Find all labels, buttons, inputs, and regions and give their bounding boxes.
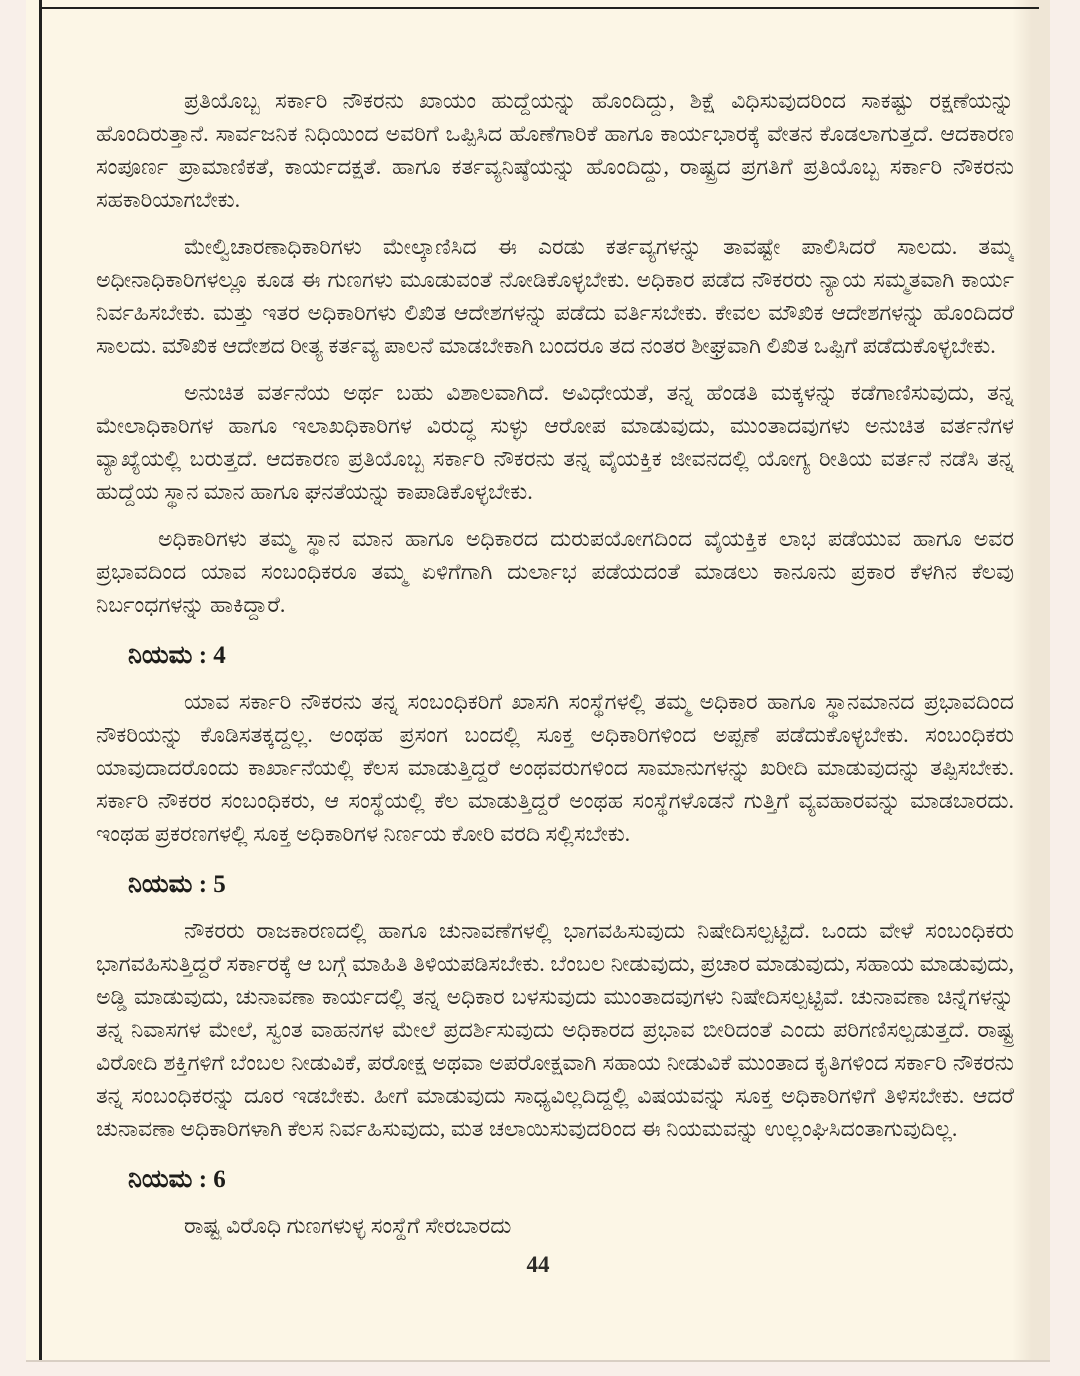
left-border-line: [39, 0, 42, 1360]
scanned-page-paper: [26, 0, 1050, 1362]
paragraph-misconduct: ಅನುಚಿತ ವರ್ತನೆಯ ಅರ್ಥ ಬಹು ವಿಶಾಲವಾಗಿದೆ. ಅವಿಧೇಯತೆ, ತನ್ನ ಹೆಂಡತಿ ಮಕ್ಕಳನ್ನು ಕಡೆಗಾಣಿಸುವುದು, ತನ್ನ ಮೇಲಾಧಿಕಾರಿಗಳ ಹಾಗೂ ಇಲಾಖಧಿಕಾರಿಗಳ ವಿರುದ್ಧ ಸುಳ್ಳು ಆರೋಪ ಮಾಡುವುದು, ಮುಂತಾದವುಗಳು ಅನುಚಿತ ವರ್ತನೆಗಳ ವ್ಯಾಖ್ಯೆಯಲ್ಲಿ ಬರುತ್ತದೆ. ಆದಕಾರಣ ಪ್ರತಿಯೊಬ್ಬ ಸರ್ಕಾರಿ ನೌಕರನು ತನ್ನ ವೈಯಕ್ತಿಕ ಜೀವನದಲ್ಲಿ ಯೋಗ್ಯ ರೀತಿಯ ವರ್ತನೆ ನಡೆಸಿ ತನ್ನ ಹುದ್ದೆಯ ಸ್ಥಾನ ಮಾನ ಹಾಗೂ ಘನತೆಯನ್ನು ಕಾಪಾಡಿಕೊಳ್ಳಬೇಕು.: [96, 380, 1014, 504]
page-content: [96, 84, 1014, 1240]
section-heading-rule-5: ನಿಯಮ : 5: [128, 871, 226, 898]
paragraph-duty-intro: ಪ್ರತಿಯೊಬ್ಬ ಸರ್ಕಾರಿ ನೌಕರನು ಖಾಯಂ ಹುದ್ದೆಯನ್ನು ಹೊಂದಿದ್ದು, ಶಿಕ್ಷೆ ವಿಧಿಸುವುದರಿಂದ ಸಾಕಷ್ಟು ರಕ್ಷಣೆಯನ್ನು ಹೊಂದಿರುತ್ತಾನೆ. ಸಾರ್ವಜನಿಕ ನಿಧಿಯಿಂದ ಅವರಿಗೆ ಒಪ್ಪಿಸಿದ ಹೊಣೆಗಾರಿಕೆ ಹಾಗೂ ಕಾರ್ಯಭಾರಕ್ಕೆ ವೇತನ ಕೊಡಲಾಗುತ್ತದೆ. ಆದಕಾರಣ ಸಂಪೂರ್ಣ ಪ್ರಾಮಾಣಿಕತೆ, ಕಾರ್ಯದಕ್ಷತೆ. ಹಾಗೂ ಕರ್ತವ್ಯನಿಷ್ಠೆಯನ್ನು ಹೊಂದಿದ್ದು, ರಾಷ್ಟ್ರದ ಪ್ರಗತಿಗೆ ಪ್ರತಿಯೊಬ್ಬ ಸರ್ಕಾರಿ ನೌಕರನು ಸಹಕಾರಿಯಾಗಬೇಕು.: [96, 88, 1014, 212]
section-heading-rule-4: ನಿಯಮ : 4: [128, 642, 226, 669]
paragraph-rule-5: ನೌಕರರು ರಾಜಕಾರಣದಲ್ಲಿ ಹಾಗೂ ಚುನಾವಣೆಗಳಲ್ಲಿ ಭಾಗವಹಿಸುವುದು ನಿಷೇದಿಸಲ್ಪಟ್ಟಿದೆ. ಒಂದು ವೇಳೆ ಸಂಬಂಧಿಕರು ಭಾಗವಹಿಸುತ್ತಿದ್ದರೆ ಸರ್ಕಾರಕ್ಕೆ ಆ ಬಗ್ಗೆ ಮಾಹಿತಿ ತಿಳಿಯಪಡಿಸಬೇಕು. ಬೆಂಬಲ ನೀಡುವುದು, ಪ್ರಚಾರ ಮಾಡುವುದು, ಸಹಾಯ ಮಾಡುವುದು, ಅಡ್ಡಿ ಮಾಡುವುದು, ಚುನಾವಣಾ ಕಾರ್ಯದಲ್ಲಿ ತನ್ನ ಅಧಿಕಾರ ಬಳಸುವುದು ಮುಂತಾದವುಗಳು ನಿಷೇದಿಸಲ್ಪಟ್ಟಿವೆ. ಚುನಾವಣಾ ಚಿನ್ನೆಗಳನ್ನು ತನ್ನ ನಿವಾಸಗಳ ಮೇಲೆ, ಸ್ವಂತ ವಾಹನಗಳ ಮೇಲೆ ಪ್ರದರ್ಶಿಸುವುದು ಅಧಿಕಾರದ ಪ್ರಭಾವ ಬೀರಿದಂತೆ ಎಂದು ಪರಿಗಣಿಸಲ್ಪಡುತ್ತದೆ. ರಾಷ್ಟ್ರ ವಿರೋದಿ ಶಕ್ತಿಗಳಿಗೆ ಬೆಂಬಲ ನೀಡುವಿಕೆ, ಪರೋಕ್ಷ ಅಥವಾ ಅಪರೋಕ್ಷವಾಗಿ ಸಹಾಯ ನೀಡುವಿಕೆ ಮುಂತಾದ ಕೃತಿಗಳಿಂದ ಸರ್ಕಾರಿ ನೌಕರನು ತನ್ನ ಸಂಬಂಧಿಕರನ್ನು ದೂರ ಇಡಬೇಕು. ಹೀಗೆ ಮಾಡುವುದು ಸಾಧ್ಯವಿಲ್ಲದಿದ್ದಲ್ಲಿ ವಿಷಯವನ್ನು ಸೂಕ್ತ ಅಧಿಕಾರಿಗಳಿಗೆ ತಿಳಿಸಬೇಕು. ಆದರೆ ಚುನಾವಣಾ ಅಧಿಕಾರಿಗಳಾಗಿ ಕೆಲಸ ನಿರ್ವಹಿಸುವುದು, ಮತ ಚಲಾಯಿಸುವುದರಿಂದ ಈ ನಿಯಮವನ್ನು ಉಲ್ಲಂಘಿಸಿದಂತಾಗುವುದಿಲ್ಲ.: [96, 918, 1014, 1141]
top-border-line: [39, 7, 1039, 9]
paragraph-supervisors: ಮೇಲ್ವಿಚಾರಣಾಧಿಕಾರಿಗಳು ಮೇಲ್ಕಾಣಿಸಿದ ಈ ಎರಡು ಕರ್ತವ್ಯಗಳನ್ನು ತಾವಷ್ಟೇ ಪಾಲಿಸಿದರೆ ಸಾಲದು. ತಮ್ಮ ಅಧೀನಾಧಿಕಾರಿಗಳಲ್ಲೂ ಕೂಡ ಈ ಗುಣಗಳು ಮೂಡುವಂತೆ ನೋಡಿಕೊಳ್ಳಬೇಕು. ಅಧಿಕಾರ ಪಡೆದ ನೌಕರರು ನ್ಯಾಯ ಸಮ್ಮತವಾಗಿ ಕಾರ್ಯ ನಿರ್ವಹಿಸಬೇಕು. ಮತ್ತು ಇತರ ಅಧಿಕಾರಿಗಳು ಲಿಖಿತ ಆದೇಶಗಳನ್ನು ಪಡೆದು ವರ್ತಿಸಬೇಕು. ಕೇವಲ ಮೌಖಿಕ ಆದೇಶಗಳನ್ನು ಹೊಂದಿದರೆ ಸಾಲದು. ಮೌಖಿಕ ಆದೇಶದ ರೀತ್ಯ ಕರ್ತವ್ಯ ಪಾಲನೆ ಮಾಡಬೇಕಾಗಿ ಬಂದರೂ ತದ ನಂತರ ಶೀಘ್ರವಾಗಿ ಲಿಖಿತ ಒಪ್ಪಿಗೆ ಪಡೆದುಕೊಳ್ಳಬೇಕು.: [96, 234, 1014, 358]
paragraph-rule-6: ರಾಷ್ಟ್ರ ವಿರೊಧಿ ಗುಣಗಳುಳ್ಳ ಸಂಸ್ಥೆಗೆ ಸೇರಬಾರದು: [184, 1213, 512, 1238]
paragraph-restrictions: ಅಧಿಕಾರಿಗಳು ತಮ್ಮ ಸ್ಥಾನ ಮಾನ ಹಾಗೂ ಅಧಿಕಾರದ ದುರುಪಯೋಗದಿಂದ ವೈಯಕ್ತಿಕ ಲಾಭ ಪಡೆಯುವ ಹಾಗೂ ಅವರ ಪ್ರಭಾವದಿಂದ ಯಾವ ಸಂಬಂಧಿಕರೂ ತಮ್ಮ ಏಳಿಗೆಗಾಗಿ ದುರ್ಲಾಭ ಪಡೆಯದಂತೆ ಮಾಡಲು ಕಾನೂನು ಪ್ರಕಾರ ಕೆಳಗಿನ ಕೆಲವು ನಿರ್ಬಂಧಗಳನ್ನು ಹಾಕಿದ್ದಾರೆ.: [96, 526, 1014, 617]
paragraph-rule-4: ಯಾವ ಸರ್ಕಾರಿ ನೌಕರನು ತನ್ನ ಸಂಬಂಧಿಕರಿಗೆ ಖಾಸಗಿ ಸಂಸ್ಥೆಗಳಲ್ಲಿ ತಮ್ಮ ಅಧಿಕಾರ ಹಾಗೂ ಸ್ಥಾನಮಾನದ ಪ್ರಭಾವದಿಂದ ನೌಕರಿಯನ್ನು ಕೊಡಿಸತಕ್ಕದ್ದಲ್ಲ. ಅಂಥಹ ಪ್ರಸಂಗ ಬಂದಲ್ಲಿ ಸೂಕ್ತ ಅಧಿಕಾರಿಗಳಿಂದ ಅಪ್ಪಣೆ ಪಡೆದುಕೊಳ್ಳಬೇಕು. ಸಂಬಂಧಿಕರು ಯಾವುದಾದರೊಂದು ಕಾರ್ಖಾನೆಯಲ್ಲಿ ಕೆಲಸ ಮಾಡುತ್ತಿದ್ದರೆ ಅಂಥವರುಗಳಿಂದ ಸಾಮಾನುಗಳನ್ನು ಖರೀದಿ ಮಾಡುವುದನ್ನು ತಪ್ಪಿಸಬೇಕು. ಸರ್ಕಾರಿ ನೌಕರರ ಸಂಬಂಧಿಕರು, ಆ ಸಂಸ್ಥೆಯಲ್ಲಿ ಕೆಲ ಮಾಡುತ್ತಿದ್ದರೆ ಅಂಥಹ ಸಂಸ್ಥೆಗಳೊಡನೆ ಗುತ್ತಿಗೆ ವ್ಯವಹಾರವನ್ನು ಮಾಡಬಾರದು. ಇಂಥಹ ಪ್ರಕರಣಗಳಲ್ಲಿ ಸೂಕ್ತ ಅಧಿಕಾರಿಗಳ ನಿರ್ಣಯ ಕೋರಿ ವರದಿ ಸಲ್ಲಿಸಬೇಕು.: [96, 689, 1014, 846]
section-heading-rule-6: ನಿಯಮ : 6: [128, 1166, 226, 1193]
page-number: 44: [526, 1252, 550, 1277]
